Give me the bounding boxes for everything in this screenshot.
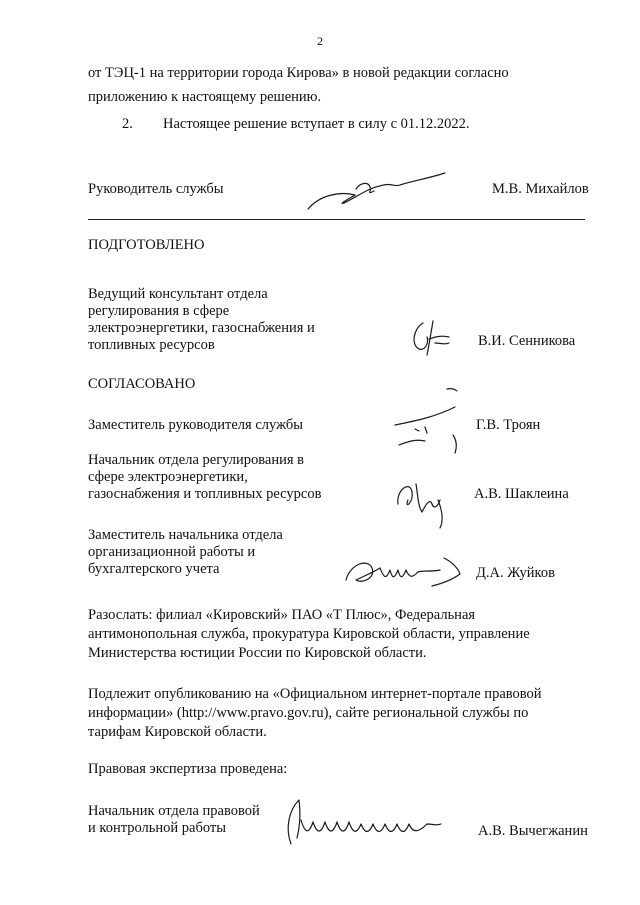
agreed-signer-2-position — [88, 453, 321, 504]
publication-block — [88, 685, 588, 742]
agreed-signer-3-position-line: организационной работы и — [88, 544, 256, 560]
legal-review-signature — [275, 790, 445, 850]
item-number: 2. — [122, 116, 133, 132]
prepared-name: В.И. Сенникова — [478, 333, 576, 349]
prepared-position — [88, 287, 315, 355]
agreed-signer-1-name: Г.В. Троян — [476, 417, 541, 433]
agreed-signer-3-position — [88, 528, 283, 579]
agreed-signer-3-signature — [340, 550, 470, 590]
head-signature — [300, 165, 450, 215]
agreed-signer-3-name: Д.А. Жуйков — [476, 565, 555, 581]
separator-line — [88, 219, 585, 220]
agreed-signer-1-signature — [385, 385, 465, 455]
legal-review-statement: Правовая экспертиза проведена: — [88, 761, 288, 777]
prepared-position-line: Ведущий консультант отдела — [88, 286, 268, 302]
legal-review-position — [88, 804, 260, 838]
agreed-signer-2-position-line: Начальник отдела регулирования в — [88, 452, 305, 468]
prepared-heading: ПОДГОТОВЛЕНО — [88, 237, 205, 253]
agreed-signer-3-position-line: Заместитель начальника отдела — [88, 527, 283, 543]
head-name: М.В. Михайлов — [492, 181, 589, 197]
prepared-position-line: регулирования в сфере — [88, 303, 230, 319]
legal-review-position-line: Начальник отдела правовой — [88, 803, 260, 819]
prepared-position-line: топливных ресурсов — [88, 337, 215, 353]
item-text: Настоящее решение вступает в силу с 01.12.2022. — [163, 116, 470, 132]
publication-line: тарифам Кировской области. — [88, 724, 267, 740]
head-position: Руководитель службы — [88, 181, 224, 197]
legal-review-position-line: и контрольной работы — [88, 820, 226, 836]
prepared-signature — [405, 315, 455, 360]
publication-line: информации» (http://www.pravo.gov.ru), сайте региональной службы по — [88, 705, 529, 721]
legal-review-name: А.В. Вычегжанин — [478, 823, 588, 839]
publication-line: Подлежит опубликованию на «Официальном интернет-портале правовой — [88, 686, 542, 702]
intro-line-1: от ТЭЦ-1 на территории города Кирова» в новой редакции согласно — [88, 65, 509, 81]
distribution-block — [88, 606, 588, 663]
agreed-signer-2-name: А.В. Шаклеина — [474, 486, 569, 502]
distribution-line: Министерства юстиции России по Кировской области. — [88, 645, 427, 661]
page-number: 2 — [317, 34, 323, 48]
agreed-signer-3-position-line: бухгалтерского учета — [88, 561, 220, 577]
distribution-line: Разослать: филиал «Кировский» ПАО «Т Плюс», Федеральная — [88, 607, 476, 623]
prepared-position-line: электроэнергетики, газоснабжения и — [88, 320, 315, 336]
agreed-signer-2-position-line: сфере электроэнергетики, — [88, 469, 248, 485]
agreed-signer-2-signature — [392, 470, 457, 530]
intro-line-2: приложению к настоящему решению. — [88, 89, 322, 105]
agreed-heading: СОГЛАСОВАНО — [88, 376, 196, 392]
agreed-signer-2-position-line: газоснабжения и топливных ресурсов — [88, 486, 322, 502]
distribution-line: антимонопольная служба, прокуратура Кировской области, управление — [88, 626, 530, 642]
agreed-signer-1-position: Заместитель руководителя службы — [88, 417, 304, 433]
